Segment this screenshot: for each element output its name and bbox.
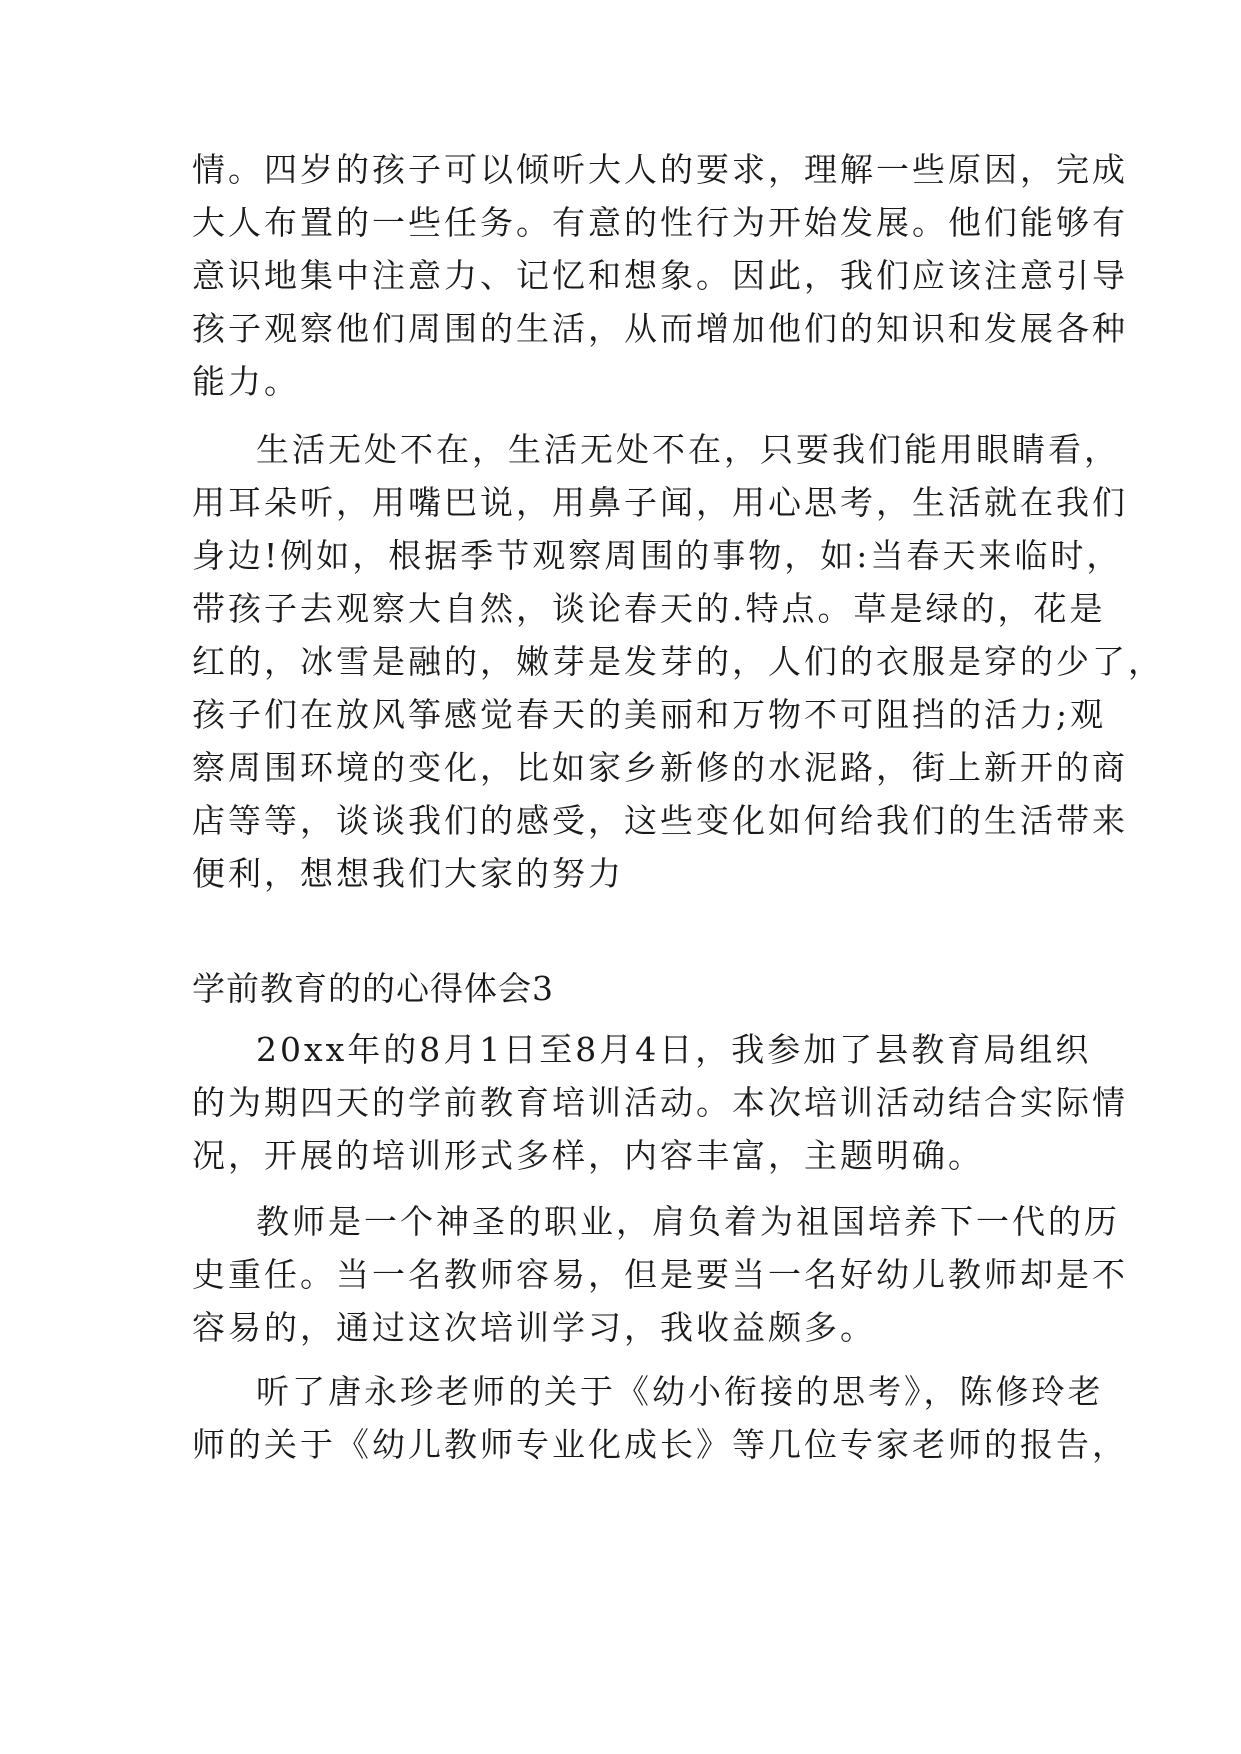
paragraph-1-line-1: 情。四岁的孩子可以倾听大人的要求，理解一些原因，完成 — [192, 150, 1128, 189]
paragraph-2-line-6: 孩子们在放风筝感觉春天的美丽和万物不可阻挡的活力;观 — [192, 695, 1107, 734]
paragraph-2-line-4: 带孩子去观察大自然，谈论春天的.特点。草是绿的，花是 — [192, 589, 1106, 628]
paragraph-1-line-3: 意识地集中注意力、记忆和想象。因此，我们应该注意引导 — [192, 256, 1128, 295]
paragraph-2-line-9: 便利，想想我们大家的努力 — [192, 854, 624, 893]
paragraph-2-line-2: 用耳朵听，用嘴巴说，用鼻子闻，用心思考，生活就在我们 — [192, 483, 1128, 522]
paragraph-2-line-7: 察周围环境的变化，比如家乡新修的水泥路，街上新开的商 — [192, 748, 1128, 787]
section-paragraph-3-line-2: 师的关于《幼儿教师专业化成长》等几位专家老师的报告， — [192, 1425, 1128, 1464]
paragraph-2-line-5: 红的，冰雪是融的，嫩芽是发芽的，人们的衣服是穿的少了， — [192, 642, 1164, 681]
paragraph-1-line-2: 大人布置的一些任务。有意的性行为开始发展。他们能够有 — [192, 203, 1128, 242]
section-paragraph-2-line-1: 教师是一个神圣的职业，肩负着为祖国培养下一代的历 — [256, 1202, 1120, 1241]
paragraph-2-line-3: 身边!例如，根据季节观察周围的事物，如:当春天来临时， — [192, 536, 1123, 575]
section-paragraph-2-line-2: 史重任。当一名教师容易，但是要当一名好幼儿教师却是不 — [192, 1255, 1128, 1294]
section-paragraph-2-line-3: 容易的，通过这次培训学习，我收益颇多。 — [192, 1308, 876, 1347]
section-heading: 学前教育的的心得体会3 — [192, 969, 554, 1008]
section-paragraph-1-line-1: 20xx年的8月1日至8月4日，我参加了县教育局组织 — [256, 1030, 1092, 1069]
section-paragraph-1-line-2: 的为期四天的学前教育培训活动。本次培训活动结合实际情 — [192, 1083, 1128, 1122]
section-paragraph-1-line-3: 况，开展的培训形式多样，内容丰富，主题明确。 — [192, 1136, 984, 1175]
paragraph-2-line-8: 店等等，谈谈我们的感受，这些变化如何给我们的生活带来 — [192, 801, 1128, 840]
paragraph-2-line-1: 生活无处不在，生活无处不在，只要我们能用眼睛看， — [256, 430, 1120, 469]
paragraph-1-line-5: 能力。 — [192, 362, 300, 401]
paragraph-1-line-4: 孩子观察他们周围的生活，从而增加他们的知识和发展各种 — [192, 309, 1128, 348]
section-paragraph-3-line-1: 听了唐永珍老师的关于《幼小衔接的思考》，陈修玲老 — [256, 1372, 1104, 1411]
